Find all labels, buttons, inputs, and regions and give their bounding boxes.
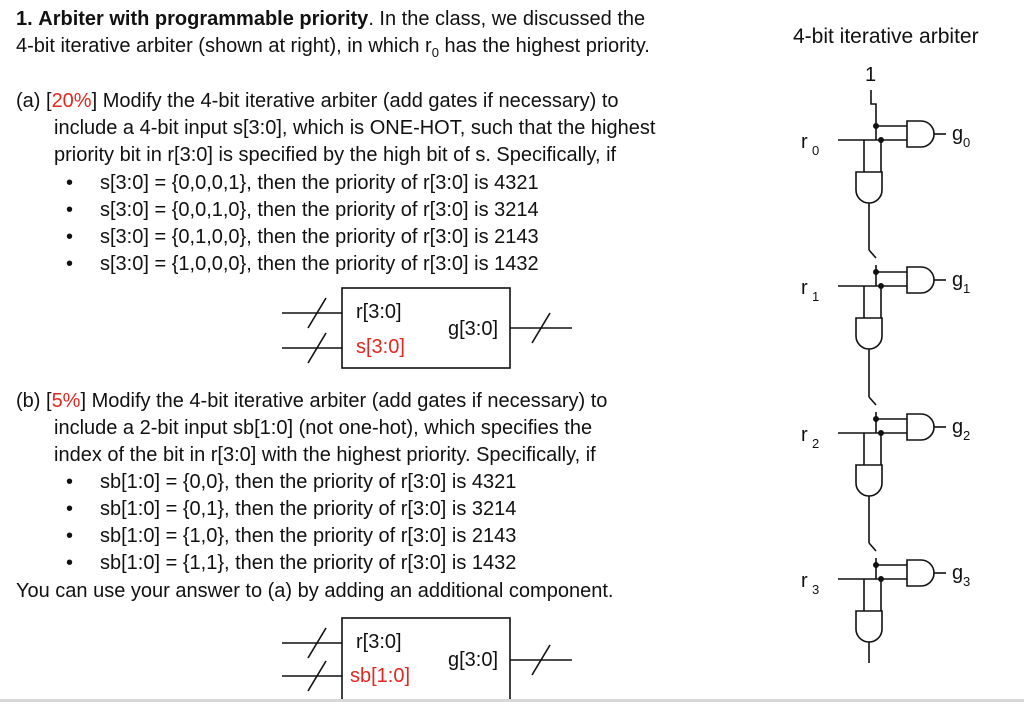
bullet-icon: • [66, 471, 74, 493]
part-b-note: You can use your answer to (a) by adding an additional component. [16, 580, 614, 602]
grant-output-subscript: 3 [963, 574, 971, 589]
bullet-icon: • [66, 226, 74, 248]
request-input-subscript: 3 [812, 582, 820, 597]
bullet-icon: • [66, 199, 74, 221]
part-b-block-output-g: g[3:0] [448, 649, 499, 671]
request-input-subscript: 1 [812, 289, 820, 304]
part-b-line2: include a 2-bit input sb[1:0] (not one-hot), which specifies the [54, 417, 593, 439]
request-input-subscript: 2 [812, 436, 820, 451]
carry-in-label: 1 [865, 64, 877, 86]
request-input-label: r [801, 131, 808, 153]
part-b-bullet-3: sb[1:0] = {1,0}, then the priority of r[3:0] is 2143 [100, 525, 517, 547]
request-input-label: r [801, 277, 808, 299]
problem-title: Arbiter with programmable priority [38, 8, 369, 30]
part-a-block-input-s: s[3:0] [356, 336, 405, 358]
bullet-icon: • [66, 498, 74, 520]
part-b-percent: 5% [51, 390, 81, 412]
part-a-block-diagram [270, 280, 590, 380]
grant-output-label: g [952, 416, 964, 438]
part-b-line1: (b) [5%] Modify the 4-bit iterative arbiter (add gates if necessary) to [16, 390, 608, 412]
part-b-bullet-1: sb[1:0] = {0,0}, then the priority of r[3:0] is 4321 [100, 471, 517, 493]
problem-number: 1. [16, 8, 33, 30]
request-input-label: r [801, 424, 808, 446]
grant-output-subscript: 0 [963, 135, 971, 150]
part-b-block-input-sb: sb[1:0] [350, 665, 411, 687]
iterative-arbiter-diagram [780, 14, 1024, 694]
bullet-icon: • [66, 172, 74, 194]
request-input-label: r [801, 570, 808, 592]
grant-output-label: g [952, 123, 964, 145]
grant-output-subscript: 1 [963, 281, 971, 296]
part-b-block-input-r: r[3:0] [356, 631, 402, 653]
part-a-bullet-4: s[3:0] = {1,0,0,0}, then the priority of r[3:0] is 1432 [100, 253, 539, 275]
part-a-percent: 20% [51, 90, 92, 112]
part-b-bullet-2: sb[1:0] = {0,1}, then the priority of r[3:0] is 3214 [100, 498, 517, 520]
part-b-line3: index of the bit in r[3:0] with the highest priority. Specifically, if [54, 444, 596, 466]
bullet-icon: • [66, 253, 74, 275]
request-input-subscript: 0 [812, 143, 820, 158]
problem-intro-line1: . In the class, we discussed the [368, 8, 646, 30]
grant-output-label: g [952, 269, 964, 291]
part-b-bullet-4: sb[1:0] = {1,1}, then the priority of r[3:0] is 1432 [100, 552, 517, 574]
part-a-block-output-g: g[3:0] [448, 318, 499, 340]
part-a-line2: include a 4-bit input s[3:0], which is ONE-HOT, such that the highest [54, 117, 656, 139]
part-b-block-diagram [270, 610, 590, 702]
bullet-icon: • [66, 552, 74, 574]
part-a-bullet-2: s[3:0] = {0,0,1,0}, then the priority of r[3:0] is 3214 [100, 199, 539, 221]
problem-heading [16, 6, 645, 33]
grant-output-label: g [952, 562, 964, 584]
part-a-bullet-1: s[3:0] = {0,0,0,1}, then the priority of r[3:0] is 4321 [100, 172, 539, 194]
bullet-icon: • [66, 525, 74, 547]
part-a-line3: priority bit in r[3:0] is specified by the high bit of s. Specifically, if [54, 144, 617, 166]
part-a-bullet-3: s[3:0] = {0,1,0,0}, then the priority of r[3:0] is 2143 [100, 226, 539, 248]
part-a-block-input-r: r[3:0] [356, 301, 402, 323]
problem-intro-line2: 4-bit iterative arbiter (shown at right), in which $r_0$ has the highest priority. [16, 35, 650, 60]
grant-output-subscript: 2 [963, 428, 971, 443]
diagram-title: 4-bit iterative arbiter [793, 25, 979, 48]
part-a-line1: (a) [20%] Modify the 4-bit iterative arbiter (add gates if necessary) to [16, 90, 619, 112]
